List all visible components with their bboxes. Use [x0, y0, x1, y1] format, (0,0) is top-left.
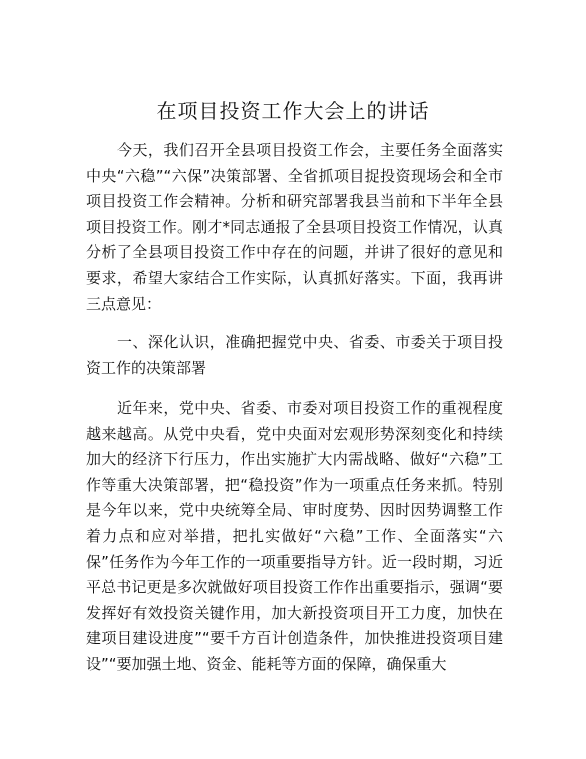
- paragraph-opening: 今天，我们召开全县项目投资工作会，主要任务全面落实中央“六稳”“六保”决策部署、全省抓项目捉投资现场会和全市项目投资工作会精神。分析和研究部署我县当前和下半年全县项目投资工作。刚才*同志通报了全县项目投资工作情况，认真分析了全县项目投资工作中存在的问题，并讲了很好的意见和要求，希望大家结合工作实际，认真抓好落实。下面，我再讲三点意见：: [86, 141, 503, 313]
- document-title: 在项目投资工作大会上的讲话: [156, 99, 430, 123]
- section-heading-1: 一、深化认识，准确把握党中央、省委、市委关于项目投资工作的决策部署: [86, 333, 503, 377]
- paragraph-body: 近年来，党中央、省委、市委对项目投资工作的重视程度越来越高。从党中央看，党中央面对宏观形势深刻变化和持续加大的经济下行压力，作出实施扩大内需战略、做好“六稳”工作等重大决策部署，把“稳投资”作为一项重点任务来抓。特别是今年以来，党中央统筹全局、审时度势、因时因势调整工作着力点和应对举措，把扎实做好“六稳”工作、全面落实“六保”任务作为今年工作的一项重要指导方针。近一段时期，习近平总书记更是多次就做好项目投资工作作出重要指示，强调“要发挥好有效投资关键作用，加大新投资项目开工力度，加快在建项目建设进度”“要千方百计创造条件，加快推进投资项目建设”“要加强土地、资金、能耗等方面的保障，确保重大: [86, 399, 503, 673]
